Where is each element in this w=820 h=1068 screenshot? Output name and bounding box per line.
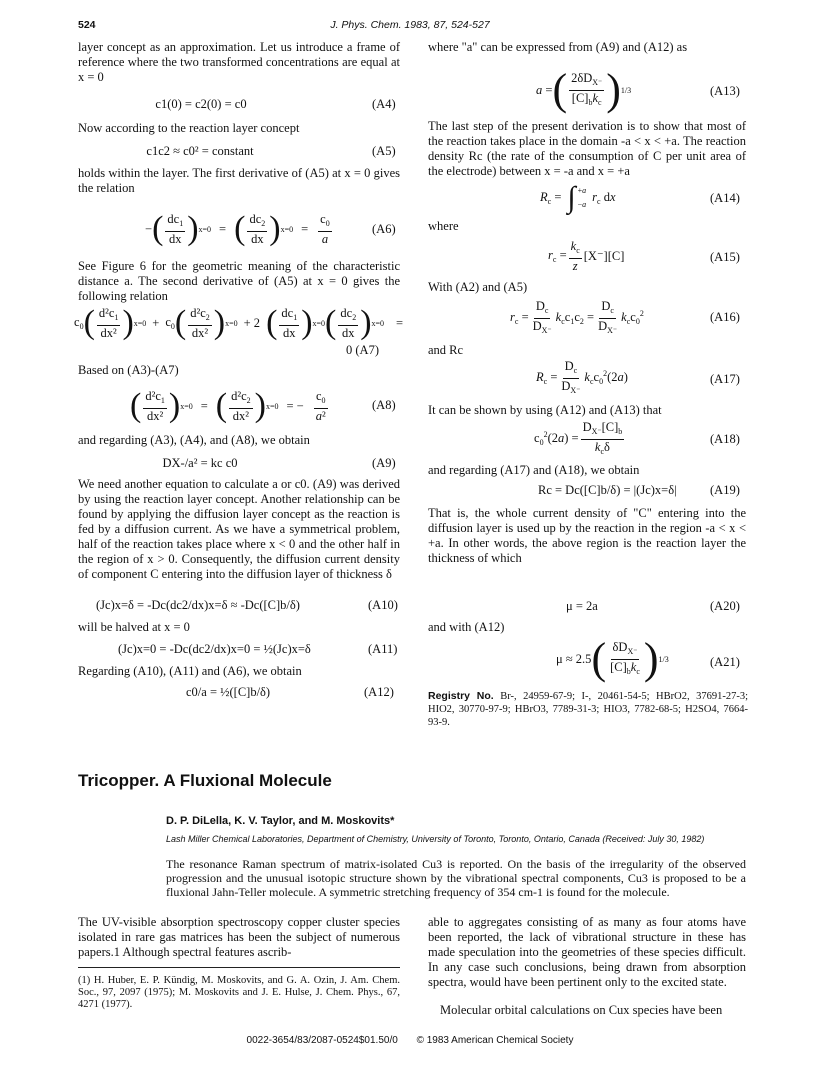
equation-tag-a15: (A15) [710,250,740,264]
equation-a14: $R_c$ = ∫ +a −a $r_c$ dx [540,181,616,214]
equation-tag-a9: (A9) [372,456,396,470]
equation-tag-a18: (A18) [710,432,740,446]
equation-tag-a19: (A19) [710,483,740,497]
equation-a8: ( $\frac{d^2c_1}{\text{dx²}}$ ) x=0 = ( $\frac{d^2c_2}{\text{dx²}}$ ) x=0 = − $\frac{c_0}{\text{a²}}$ [130,387,326,424]
right-paragraph-6: and regarding (A17) and (A18), we obtain [428,463,640,477]
equation-a15: $r_c$ = $\frac{k_c}{z}$ [X⁻][C] [548,239,625,273]
footer-copyright: © 1983 American Chemical Society [416,1035,574,1046]
equation-tag-a16: (A16) [710,310,740,324]
equation-tag-a21: (A21) [710,655,740,669]
left-paragraph-9: Regarding (A10), (A11) and (A6), we obtain [78,664,302,678]
equation-a11: (Jc)x=0 = -Dc(dc2/dx)x=0 = ½(Jc)x=δ [118,642,311,656]
article-body-left: The UV-visible absorption spectroscopy copper cluster species isolated in rare gas matrices has been the subject of numerous papers.1 Although spectral features ascrib- [78,915,400,959]
equation-a13: a = ( $\frac{2\delta D_{X^-}}{[C]_bk_c}$ ) 1/3 [536,65,632,114]
equation-tag-a4: (A4) [372,97,396,111]
equation-a19: Rc = Dc([C]b/δ) = |(Jc)x=δ| [538,483,677,497]
article-title: Tricopper. A Fluxional Molecule [78,771,332,790]
article-authors: D. P. DiLella, K. V. Taylor, and M. Moskovits* [166,815,395,827]
equation-a5: c1c2 ≈ c0² = constant [146,144,254,158]
equation-tag-a13: (A13) [710,84,740,98]
right-paragraph-5: It can be shown by using (A12) and (A13) that [428,403,662,417]
left-paragraph-4: See Figure 6 for the geometric meaning of the characteristic distance a. The second derivative of (A5) at x = 0 gives the following relation [78,259,400,303]
page-footer [0,1035,820,1046]
equation-tag-a11: (A11) [368,642,398,656]
equation-a21: μ ≈ 2.5 ( $\frac{\delta D_{X^-}}{[C]_bk_c}$ ) 1/3 [556,634,669,683]
article-body-right: able to aggregates consisting of as many as four atoms have been reported, the lack of vibrational structure in these has made speculation into the geometries of these species difficult. In any case such conclusions, being drawn from absorption spectra, would have been pertinent only to the excited state. [428,915,746,989]
equation-a6: − ( $\frac{dc_1}{dx}$ ) x=0 = ( $\frac{dc_2}{dx}$ ) x=0 = $\frac{c_0}{a}$ [145,210,330,247]
registry-text: Br-, 24959-67-9; I-, 20461-54-5; HBrO2, 37691-27-3; HIO2, 30770-97-9; HBrO3, 7789-31-3; HIO3, 7782-68-5; H2SO4, 7664-93-9. [428,691,748,728]
equation-a9: DX-/a² = kc c0 [162,456,238,470]
equation-tag-a6: (A6) [372,222,396,236]
right-paragraph-2: The last step of the present derivation is to show that most of the reaction takes place in the domain -a < x < +a. The reaction density Rc (the rate of the consumption of C per unit area of the electrode) between x = -a and x = +a [428,119,746,178]
journal-header: J. Phys. Chem. 1983, 87, 524-527 [330,19,490,31]
equation-a4: c1(0) = c2(0) = c0 [155,97,247,111]
equation-tag-a10: (A10) [368,598,398,612]
article-affiliation: Lash Miller Chemical Laboratories, Department of Chemistry, University of Toronto, Toronto, Ontario, Canada (Received: July 30, 1982) [166,834,705,844]
page-number: 524 [78,19,96,31]
equation-a12: c0/a = ½([C]b/δ) [186,685,271,699]
article-abstract: The resonance Raman spectrum of matrix-isolated Cu3 is reported. On the basis of the irregularity of the observed progression and the unusual isotopic structure shown by the vibrational spectral components, Cu3 is proposed to be a fluxional Jahn-Teller molecule. A symmetric stretching frequency of 354 cm-1 is found for the molecule. [166,857,746,899]
left-paragraph-3: holds within the layer. The first derivative of (A5) at x = 0 gives the relation [78,166,400,195]
left-paragraph-5: Based on (A3)-(A7) [78,363,179,377]
equation-a10: (Jc)x=δ = -Dc(dc2/dx)x=δ ≈ -Dc([C]b/δ) [96,598,300,612]
equation-tag-a20: (A20) [710,599,740,613]
footer-code: 0022-3654/83/2087-0524$01.50/0 [246,1035,398,1046]
registry-label: Registry No. [428,690,494,702]
equation-a17: $R_c$ = $\frac{D_c}{D_{X^-}}$ $k_cc_0^2(2a)$ [536,358,628,395]
left-paragraph-2: Now according to the reaction layer concept [78,121,300,135]
right-paragraph-3: With (A2) and (A5) [428,280,528,294]
left-paragraph-8: will be halved at x = 0 [78,620,190,634]
equation-a20: μ = 2a [566,599,598,613]
footnote: (1) H. Huber, E. P. Kündig, M. Moskovits, and G. A. Ozin, J. Am. Chem. Soc., 97, 2097 (1975); M. Moskovits and J. E. Hulse, J. Chem. Phys., 67, 4271 (1977). [78,975,400,1010]
left-paragraph-7: We need another equation to calculate a or c0. (A9) was derived by using the reaction layer concept. Another relationship can be found by applying the diffusion layer concept as the reaction is fed by a diffusion current. As we have a symmetrical problem, half of the reaction takes place where x < 0 and the other half in the region of x > 0. Consequently, the diffusion current density of component C entering into the diffusion layer of thickness δ [78,477,400,581]
equation-tag-a5: (A5) [372,144,396,158]
right-paragraph-4: and Rc [428,343,464,357]
equation-tag-a14: (A14) [710,191,740,205]
left-paragraph-1: layer concept as an approximation. Let us introduce a frame of reference where the two transformed concentrations are equal at x = 0 [78,40,400,84]
footnote-divider [78,967,400,968]
equation-tag-a8: (A8) [372,398,396,412]
equation-tag-a7: 0 (A7) [346,343,379,357]
equation-a7: $c_0$ ( $\frac{d^2c_1}{\text{dx²}}$ ) x=0 + $c_0$ ( $\frac{d^2c_2}{\text{dx²}}$ ) x=0 + 2 ( $\frac{dc_1}{dx}$ ) x=0 ( $\frac{dc_2}{dx}$ ) x=0 = [74,304,404,341]
article-body-right-2: Molecular orbital calculations on Cux species have been [440,1003,723,1017]
right-where: where [428,219,459,233]
left-paragraph-6: and regarding (A3), (A4), and (A8), we obtain [78,433,310,447]
right-paragraph-1: where "a" can be expressed from (A9) and (A12) as [428,40,688,54]
equation-a18: $c_0^2(2a)$ = $\frac{D_{X^-}[C]_b}{k_c\delta}$ [534,419,623,456]
equation-tag-a12: (A12) [364,685,394,699]
registry-numbers [428,690,748,729]
right-paragraph-7: That is, the whole current density of "C" entering into the diffusion layer is used up by the reaction in the region -a < x < +a. In other words, the above region is the reaction layer the thickness of which [428,506,746,565]
right-paragraph-8: and with (A12) [428,620,505,634]
equation-a16: $r_c$ = $\frac{D_c}{D_{X^-}}$ $k_cc_1c_2$ = $\frac{D_c}{D_{X^-}}$ $k_cc_0^2$ [510,298,644,335]
equation-tag-a17: (A17) [710,372,740,386]
